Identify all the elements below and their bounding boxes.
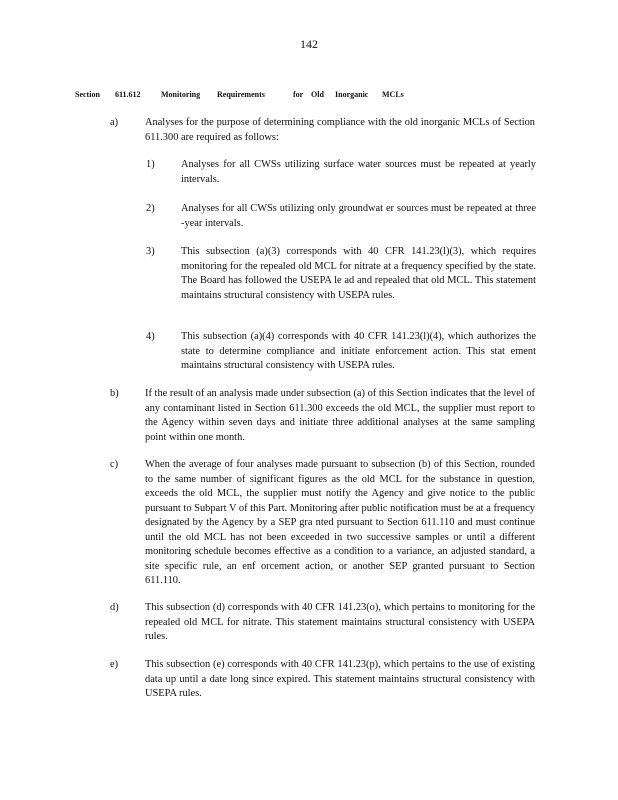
subsection-text: Analyses for all CWSs utilizing only groundwat er sources must be repeated at three -year intervals. — [181, 203, 536, 229]
subsection-label: d) — [110, 602, 119, 613]
heading-word-inorganic: Inorganic — [335, 90, 369, 99]
heading-word-old: Old — [311, 90, 324, 99]
subsection-text: This subsection (e) corresponds with 40 CFR 141.23(p), which pertains to the use of existing data up until a date long since expired. This statement maintains structural consistency with USEPA rules. — [145, 659, 535, 699]
subsection-label: a) — [110, 117, 119, 128]
subsection-label: c) — [110, 459, 119, 470]
heading-word-monitoring: Monitoring — [161, 90, 201, 99]
subsection-text: This subsection (a)(3) corresponds with 40 CFR 141.23(l)(3), which requires monitoring for the repealed old MCL for nitrate at a frequency specified by the state. The Board has followed the USEPA le ad and repealed that old MCL. This statement maintains structural consistency with USEPA rules. — [181, 246, 536, 301]
heading-word-for: for — [293, 90, 304, 99]
subsection-text: Analyses for the purpose of determining compliance with the old inorganic MCLs of Section 611.300 are required as follows: — [145, 117, 535, 143]
subsection-label: b) — [110, 388, 119, 399]
subsection-label: 1) — [146, 159, 155, 170]
heading-section-number: 611.612 — [115, 90, 141, 99]
section-heading — [75, 90, 404, 99]
subsection-label: e) — [110, 659, 119, 670]
heading-word-requirements: Requirements — [217, 90, 265, 99]
subsection-text: This subsection (d) corresponds with 40 CFR 141.23(o), which pertains to monitoring for the repealed old MCL for nitrate. This statement maintains structural consistency with USEPA rules. — [145, 602, 535, 642]
page-number: 142 — [300, 37, 318, 51]
subsection-label: 4) — [146, 331, 155, 342]
subsection-text: When the average of four analyses made pursuant to subsection (b) of this Section, rounded to the same number of significant figures as the old MCL for the substance in question, exceeds the old MCL, the supplier must notify the Agency and give notice to the public pursuant to Subpart V of this Part. Monitoring after public notification must be at a frequency designated by the Agency by a SEP gra nted pursuant to Section 611.110 and must continue until the old MCL has not been exceeded in two successive samples or until a different monitoring schedule becomes effective as a condition to a variance, an adjusted standard, a site specific rule, an enf orcement action, or another SEP granted pursuant to Section 611.110. — [145, 459, 535, 586]
subsection-text: If the result of an analysis made under subsection (a) of this Section indicates that the level of any contaminant listed in Section 611.300 exceeds the old MCL, the supplier must report to the Agency within seven days and initiate three additional analyses at the same sampling point within one month. — [145, 388, 535, 443]
heading-word-mcls: MCLs — [382, 90, 404, 99]
subsection-text: This subsection (a)(4) corresponds with 40 CFR 141.23(l)(4), which authorizes the state to determine compliance and initiate enforcement action. This stat ement maintains structural consistency with USEPA rules. — [181, 331, 536, 371]
subsection-label: 2) — [146, 203, 155, 214]
heading-section-word: Section — [75, 90, 100, 99]
subsection-text: Analyses for all CWSs utilizing surface water sources must be repeated at yearly intervals. — [181, 159, 536, 185]
subsection-label: 3) — [146, 246, 155, 257]
